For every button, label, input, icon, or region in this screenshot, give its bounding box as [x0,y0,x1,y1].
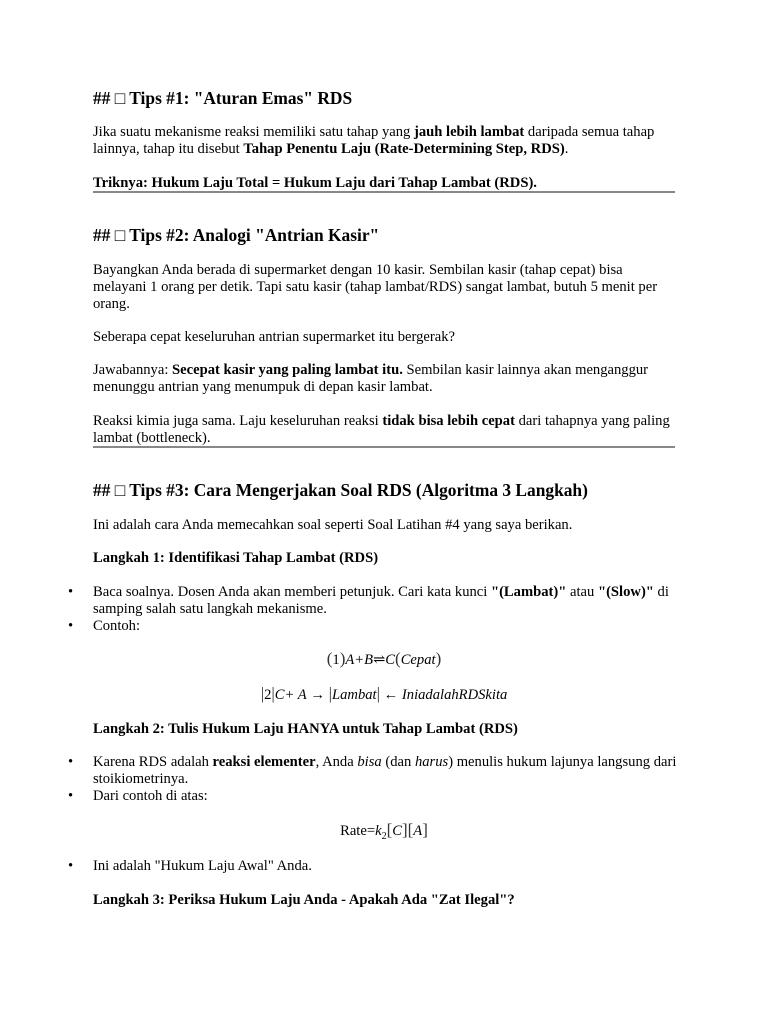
bracket: [ [386,820,393,839]
rate-constant: k [375,823,382,839]
text-run: Reaksi kimia juga sama. Laju keseluruhan reaksi [93,413,383,429]
text-run: Jika suatu mekanisme reaksi memiliki satu tahap yang [93,124,414,140]
text-run: di samping salah satu langkah mekanisme. [93,584,669,617]
bold-run: Tahap Penentu Laju (Rate-Determining Step, RDS) [243,141,565,157]
tips2-paragraph-4 [93,413,678,447]
equilibrium-arrow: ⇌ [373,652,386,668]
divider [93,446,675,448]
eq-reactants: A+B [345,652,374,668]
bold-run: Secepat kasir yang paling lambat itu. [172,362,403,378]
tips2-heading: ## □ Tips #2: Analogi "Antrian Kasir" [93,225,380,245]
list-item: • Dari contoh di atas: [0,788,680,805]
paren: | [271,684,275,703]
paren: ) [339,649,346,668]
paren: | [376,684,381,703]
eq-reactants: C+ A [274,687,307,703]
rate-label: Rate [340,823,367,839]
eq-note: Cepat [400,652,436,668]
divider [93,191,675,193]
subscript: 2 [381,830,387,842]
bold-run: tidak bisa lebih cepat [382,413,515,429]
italic-run: harus [414,754,449,770]
bracket: ] [422,820,428,839]
tips1-trick: Triknya: Hukum Laju Total = Hukum Laju dari Tahap Lambat (RDS). [93,175,537,191]
step1-list [0,584,680,635]
text-run: , Anda [315,754,358,770]
list-item: • Ini adalah "Hukum Laju Awal" Anda. [0,858,680,875]
step2-list-cont [0,858,680,875]
eq-tail: IniadalahRDSkita [401,687,508,703]
species-a: A [413,823,423,839]
text-run: (dan [381,754,415,770]
rate-equation: $Rate=k_2[C][A]$ [340,820,428,842]
species-c: C [392,823,402,839]
tips1-heading: ## □ Tips #1: "Aturan Emas" RDS [93,88,353,108]
text-run: Jawabannya: [93,362,173,378]
bold-run: reaksi elementer [212,754,316,770]
eq-note: Lambat [332,687,377,703]
text-run: atau [566,584,598,600]
tips3-heading: ## □ Tips #3: Cara Mengerjakan Soal RDS (Algoritma 3 Langkah) [93,480,588,500]
paren: ) [435,649,442,668]
tips2-paragraph-2: Seberapa cepat keseluruhan antrian supermarket itu bergerak? [93,329,455,345]
step3-heading: Langkah 3: Periksa Hukum Laju Anda - Apakah Ada "Zat Ilegal"? [93,892,515,908]
bold-run: "(Slow)" [597,584,654,600]
text-run: Baca soalnya. Dosen Anda akan memberi petunjuk. Cari kata kunci [93,584,491,600]
list-item [0,754,680,788]
paren: | [260,684,265,703]
eq-product: C [385,652,396,668]
paren: ( [326,649,333,668]
text-run: daripada semua tahap lainnya, tahap itu disebut [93,124,655,157]
list-item [0,584,680,618]
bold-run: "(Lambat)" [490,584,567,600]
eq-number: 1 [332,652,340,668]
paren: ( [395,649,401,668]
bold-run: jauh lebih lambat [413,124,525,140]
tips1-paragraph [93,124,678,158]
tips2-paragraph-3 [93,362,678,396]
text-run: Karena RDS adalah [93,754,213,770]
step1-heading: Langkah 1: Identifikasi Tahap Lambat (RDS) [93,550,379,566]
step2-heading: Langkah 2: Tulis Hukum Laju HANYA untuk Tahap Lambat (RDS) [93,721,518,737]
text-run: . [564,141,569,157]
bracket: ][ [401,820,414,839]
tips2-paragraph-1: Bayangkan Anda berada di supermarket dengan 10 kasir. Sembilan kasir (tahap cepat) bisa melayani 1 orang per detik. Tapi satu kasir (tahap lambat/RDS) sangat lambat, butuh 5 menit per orang. [93,262,658,312]
text-run: ) menulis hukum lajunya langsung dari stoikiometrinya. [93,754,677,787]
italic-run: bisa [357,754,382,770]
equation-2 [0,685,768,704]
equation-1 [0,650,768,669]
tips3-intro: Ini adalah cara Anda memecahkan soal seperti Soal Latihan #4 yang saya berikan. [93,517,573,533]
arrow: ← [383,687,399,703]
paren: | [328,684,332,703]
eq-number: 2 [264,687,272,703]
text-run: Sembilan kasir lainnya akan menganggur menunggu antrian yang menumpuk di depan kasir lambat. [93,362,649,395]
arrow: → [310,687,325,703]
text-run: dari tahapnya yang paling lambat (bottleneck). [93,413,670,446]
list-item: • Contoh: [0,618,680,635]
step2-list [0,754,680,805]
